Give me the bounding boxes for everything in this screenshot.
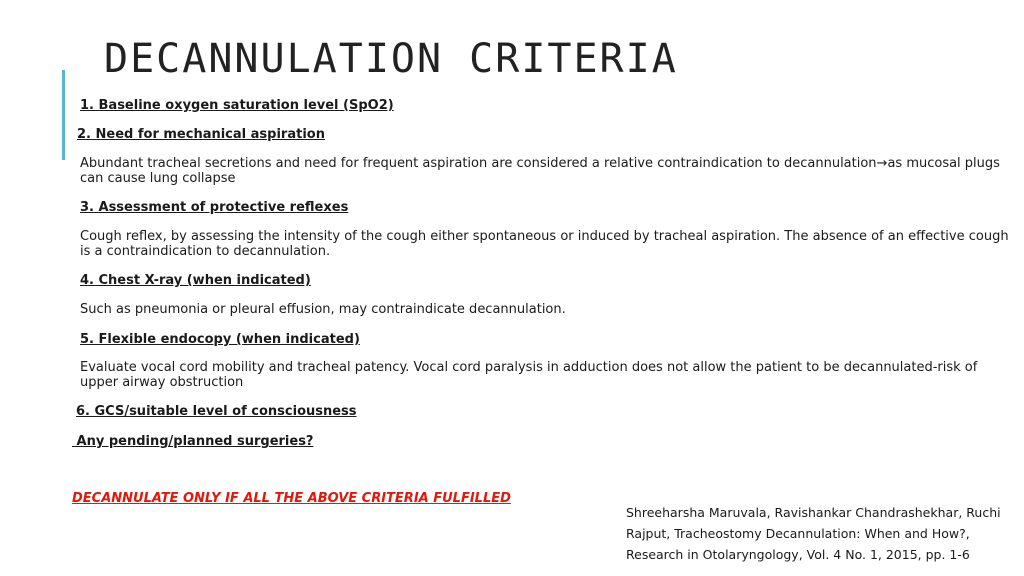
criterion-5-heading: 5. Flexible endocopy (when indicated) <box>80 332 360 347</box>
criterion-3-detail: Cough reflex, by assessing the intensity of the cough either spontaneous or induced by tracheal aspiration. The absence of an effective cough is a contraindication to decannulation. <box>80 229 1009 259</box>
pending-surgeries-heading: Any pending/planned surgeries? <box>72 434 314 449</box>
criterion-3-heading: 3. Assessment of protective reflexes <box>80 200 349 215</box>
criterion-4-heading: 4. Chest X-ray (when indicated) <box>80 273 311 288</box>
criterion-6-heading: 6. GCS/suitable level of consciousness <box>76 404 357 419</box>
criterion-1-heading: 1. Baseline oxygen saturation level (SpO2) <box>80 98 394 113</box>
criterion-5-detail: Evaluate vocal cord mobility and tracheal patency. Vocal cord paralysis in adduction does not allow the patient to be decannulated-risk of upper airway obstruction <box>80 360 978 390</box>
decannulation-warning: DECANNULATE ONLY IF ALL THE ABOVE CRITERIA FULFILLED <box>72 491 511 506</box>
criterion-4-detail: Such as pneumonia or pleural effusion, may contraindicate decannulation. <box>80 302 566 317</box>
criterion-2-detail: Abundant tracheal secretions and need for frequent aspiration are considered a relative contraindication to decannulation→as mucosal plugs can cause lung collapse <box>80 156 1000 186</box>
slide-title: DECANNULATION CRITERIA <box>104 36 678 82</box>
reference-citation: Shreeharsha Maruvala, Ravishankar Chandrashekhar, Ruchi Rajput, Tracheostomy Decannulation: When and How?, Research in Otolaryngology, Vol. 4 No. 1, 2015, pp. 1-6 <box>626 505 1001 562</box>
criterion-2-heading: 2. Need for mechanical aspiration <box>77 127 325 142</box>
